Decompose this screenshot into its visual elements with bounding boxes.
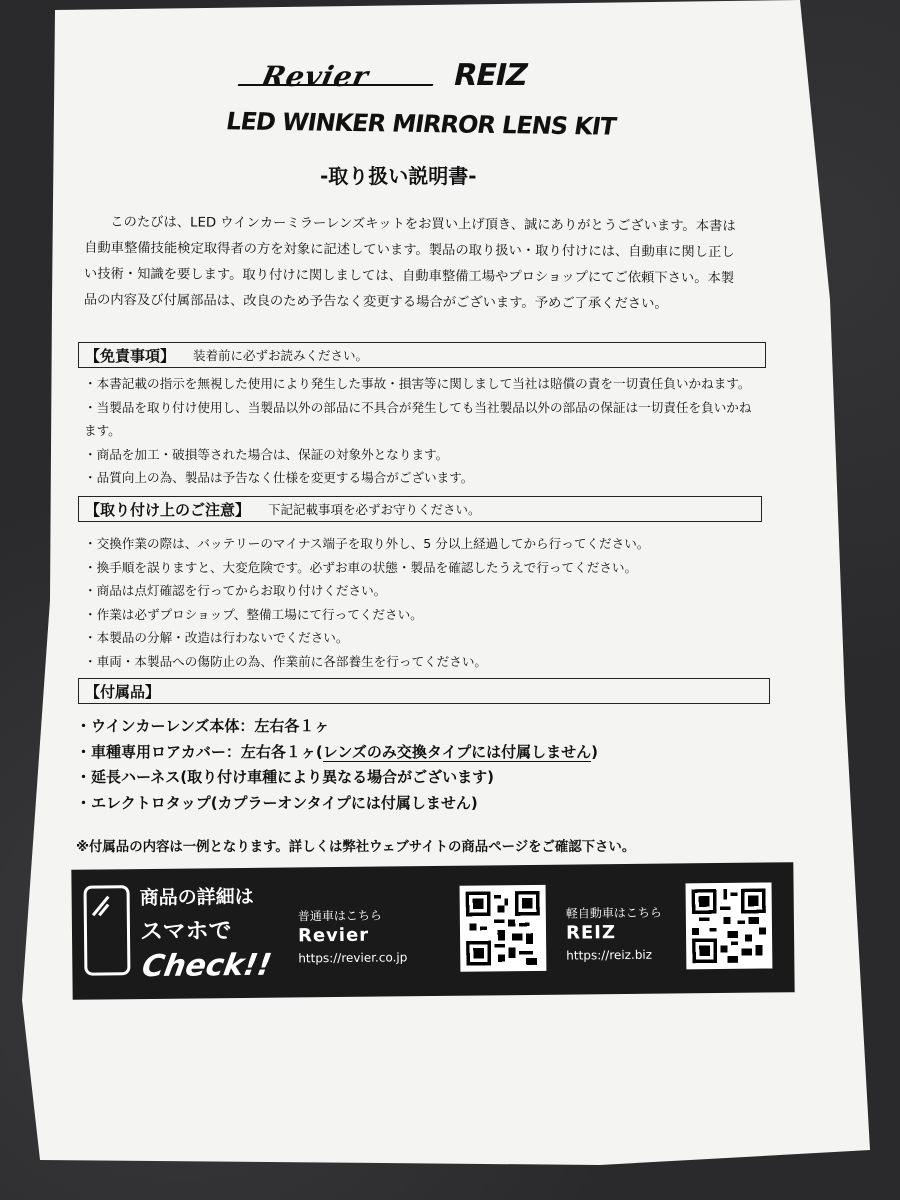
disclaimer-note: 装着前に必ずお読みください。: [193, 348, 369, 363]
qr-banner: [71, 862, 794, 1000]
cautions-header: [78, 496, 762, 522]
cautions-list: [84, 532, 754, 673]
reiz-logo: REIZ: [450, 58, 531, 93]
manual-subtitle: -取り扱い説明書-: [320, 164, 477, 188]
list-item: [76, 740, 636, 766]
reiz-url[interactable]: https://reiz.biz: [566, 947, 653, 963]
list-item: ・延長ハーネス(取り付け車種により異なる場合がございます): [76, 768, 494, 786]
revier-url[interactable]: https://revier.co.jp: [298, 950, 408, 966]
accessory-text-end: ): [591, 742, 599, 761]
revier-label: 普通車はこちら: [297, 908, 382, 924]
cautions-title: 【取り付け上のご注意】: [85, 500, 251, 519]
accessories-title: 【付属品】: [85, 682, 161, 701]
list-item: ・当製品を取り付け使用し、当製品以外の部品に不具合が発生しても当社製品以外の部品の保証は一切責任を負いかねます。: [84, 399, 752, 438]
revier-logo: Revier: [258, 60, 373, 93]
disclaimer-title: 【免責事項】: [85, 346, 176, 365]
accessories-list: [76, 714, 636, 816]
list-item: ・商品を加工・破損等された場合は、保証の対象外となります。: [84, 446, 449, 462]
accessories-header: [78, 678, 770, 704]
list-item: ・車両・本製品への傷防止の為、作業前に各部養生を行ってください。: [84, 653, 487, 669]
list-item: ・ウインカーレンズ本体：左右各１ヶ: [76, 717, 330, 735]
smartphone-icon: [84, 885, 131, 975]
list-item: ・エレクトロタップ(カプラーオンタイプには付属しません): [76, 793, 478, 812]
brand-logos: [232, 58, 562, 98]
revier-qr-code[interactable]: [460, 885, 547, 972]
list-item: ・交換作業の際は、バッテリーのマイナス端子を取り外し、5 分以上経過してから行ってください。: [84, 536, 650, 551]
list-item: ・作業は必ずプロショップ、整備工場にて行ってください。: [84, 606, 423, 622]
revier-brand: Revier: [297, 924, 370, 947]
underlined-text: レンズのみ交換タイプには付属しません: [322, 742, 592, 761]
reiz-qr-code[interactable]: [686, 882, 773, 969]
cautions-note: 下記記載事項を必ずお守りください。: [268, 502, 481, 517]
banner-line-2: スマホで: [139, 918, 232, 946]
list-item: ・本製品の分解・改造は行わないでください。: [84, 630, 349, 645]
list-item: ・換手順を誤りますと、大変危険です。必ずお車の状態・製品を確認したうえで行ってください。: [84, 559, 638, 575]
banner-line-1: 商品の詳細は: [139, 885, 254, 910]
list-item: ・品質向上の為、製品は予告なく仕様を変更する場合がございます。: [84, 470, 474, 485]
banner-check: Check!!: [139, 947, 275, 985]
reiz-label: 軽自動車はこちら: [565, 905, 662, 921]
accessories-note: ※付属品の内容は一例となります。詳しくは弊社ウェブサイトの商品ページをご確認下さい。: [76, 840, 636, 855]
reiz-brand: REIZ: [565, 922, 617, 944]
intro-paragraph: このたびは、LED ウインカーミラーレンズキットをお買い上げ頂き、誠にありがとうございます。本書は自動車整備技能検定取得者の方を対象に記述しています。製品の取り扱い・取り付けには、自動車に関し正しい技術・知識を要します。取り付けに関しましては、自動車整備工場やプロショップにてご依頼下さい。本製品の内容及び付属部品は、改良のため予告なく変更する場合がございます。予めご了承ください。: [83, 214, 736, 312]
list-item: ・商品は点灯確認を行ってからお取り付けください。: [84, 583, 387, 598]
list-item: ・本書記載の指示を無視した使用により発生した事故・損害等に関しまして当社は賠償の責を一切責任負いかねます。: [84, 376, 751, 391]
product-title: LED WINKER MIRROR LENS KIT: [224, 107, 618, 141]
disclaimer-header: [78, 342, 766, 368]
disclaimer-list: [84, 372, 754, 490]
accessory-text: ・車種専用ロアカバー：左右各１ヶ(: [76, 742, 323, 761]
